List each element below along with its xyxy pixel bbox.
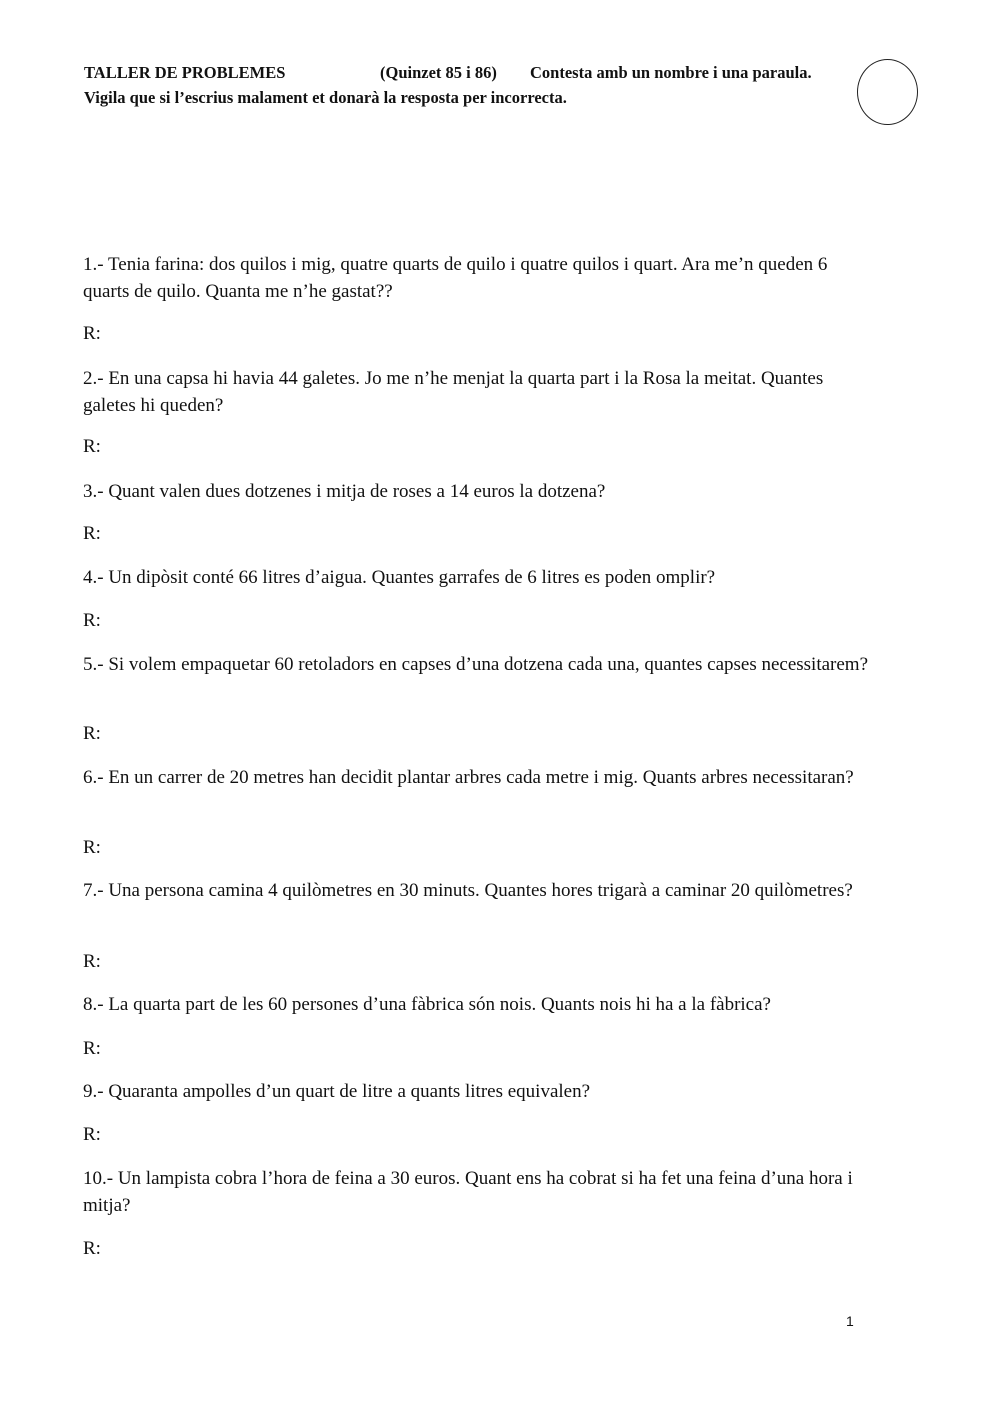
answer-field-9[interactable]: R: — [83, 1124, 101, 1145]
answer-field-7[interactable]: R: — [83, 951, 101, 972]
question-3: 3.- Quant valen dues dotzenes i mitja de roses a 14 euros la dotzena? — [83, 481, 606, 502]
answer-field-10[interactable]: R: — [83, 1238, 101, 1259]
worksheet-title: TALLER DE PROBLEMES — [84, 63, 286, 82]
question-8: 8.- La quarta part de les 60 persones d’una fàbrica són nois. Quants nois hi ha a la fàbrica? — [83, 994, 771, 1015]
worksheet-header — [84, 60, 864, 110]
page-number: 1 — [846, 1313, 854, 1329]
header-line-1 — [84, 60, 864, 85]
question-7: 7.- Una persona camina 4 quilòmetres en 30 minuts. Quantes hores trigarà a caminar 20 quilòmetres? — [83, 880, 853, 901]
score-circle — [857, 59, 918, 125]
answer-field-1[interactable]: R: — [83, 323, 101, 344]
answer-field-2[interactable]: R: — [83, 436, 101, 457]
question-9: 9.- Quaranta ampolles d’un quart de litre a quants litres equivalen? — [83, 1081, 591, 1102]
answer-field-6[interactable]: R: — [83, 837, 101, 858]
question-2: 2.- En una capsa hi havia 44 galetes. Jo me n’he menjat la quarta part i la Rosa la meitat. Quantes galetes hi queden? — [83, 368, 824, 416]
warning-text: Vigila que si l’escrius malament et donarà la resposta per incorrecta. — [84, 88, 567, 107]
question-4: 4.- Un dipòsit conté 66 litres d’aigua. Quantes garrafes de 6 litres es poden omplir? — [83, 567, 716, 588]
answer-field-5[interactable]: R: — [83, 723, 101, 744]
question-6: 6.- En un carrer de 20 metres han decidit plantar arbres cada metre i mig. Quants arbres necessitaran? — [83, 767, 854, 788]
answer-field-4[interactable]: R: — [83, 610, 101, 631]
instruction-text: Contesta amb un nombre i una paraula. — [530, 63, 812, 82]
question-5: 5.- Si volem empaquetar 60 retoladors en capses d’una dotzena cada una, quantes capses necessitarem? — [83, 654, 869, 675]
course-label: (Quinzet 85 i 86) — [380, 63, 497, 82]
question-10: 10.- Un lampista cobra l’hora de feina a 30 euros. Quant ens ha cobrat si ha fet una feina d’una hora i mitja? — [83, 1168, 853, 1216]
question-1: 1.- Tenia farina: dos quilos i mig, quatre quarts de quilo i quatre quilos i quart. Ara me’n queden 6 quarts de quilo. Quanta me n’he gastat?? — [83, 254, 828, 302]
answer-field-3[interactable]: R: — [83, 523, 101, 544]
answer-field-8[interactable]: R: — [83, 1038, 101, 1059]
